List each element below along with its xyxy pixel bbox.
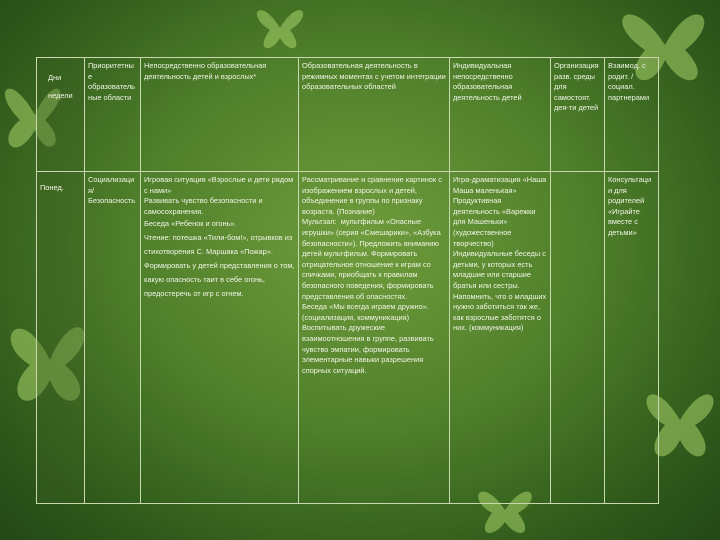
header-direct-activity: Непосредственно образовательная деятельность детей и взрослых* [141,58,299,172]
header-regime-activity: Образовательная деятельность в режимных моментах с учетом интеграции образовательных областей [299,58,450,172]
header-priority-areas: Приоритетные образовательные области [85,58,141,172]
priority-cell: Социализация/ Безопасность [85,172,141,504]
direct-line: Игровая ситуация «Взрослые и дети рядом с нами» [144,175,296,195]
weekly-plan-table [36,57,659,504]
header-individual-activity: Индивидуальная непосредственно образовательная деятельность детей [450,58,551,172]
header-parents: Взаимод. с родит. / социал. партнерами [605,58,659,172]
regime-activity-cell: Рассматривание и сравнение картинок с изображением взрослых и детей, объединение в группы по признаку возраста. (Познание) Мультзал: мультфильм «Опасные игрушки» (серия «Смешарики», «Азбука безопасности»). Предложить вниманию детей мультфильм. Формировать отрицательное отношение к играм со спичками, приобщать к правилам безопасного поведения, формировать представления об опасностях. Беседа «Мы всегда играем дружно». (социализация, коммуникация) Воспитывать дружеские взаимоотношения в группе, развивать чувство эмпатии, формировать элементарные навыки разрешения спорных ситуаций. [299,172,450,504]
header-days: Дни недели [37,58,85,172]
individual-activity-cell: Игра-драматизация «Наша Маша маленькая» Продуктивная деятельность «Варежки для Машеньки» (художественное творчество) Индивидуальные беседы с детьми, у которых есть младшие или старшие братья или сестры. Напомнить, что о младших нужно заботиться так же, как взрослые заботятся о них. (коммуникация) [450,172,551,504]
day-cell: Понед. [37,172,85,504]
direct-activity-cell [141,172,299,504]
butterfly-decoration-icon [250,0,310,55]
header-environment: Организация разв. среды для самостоят. дея-ти детей [551,58,605,172]
direct-line: Чтение: потешка «Тили-бом!», отрывков из стихотворения С. Маршака «Пожар». Формировать у детей представления о том, какую опасность таит в себе огонь, предостеречь от игр с огнем. [144,233,297,299]
environment-cell [551,172,605,504]
direct-line: Развивать чувство безопасности и самосохранения. [144,196,265,216]
table-row [37,172,659,504]
direct-line: Беседа «Ребенок и огонь». [144,219,237,229]
parents-cell: Консультации для родителей «Играйте вместе с детьми» [605,172,659,504]
table-header-row [37,58,659,172]
